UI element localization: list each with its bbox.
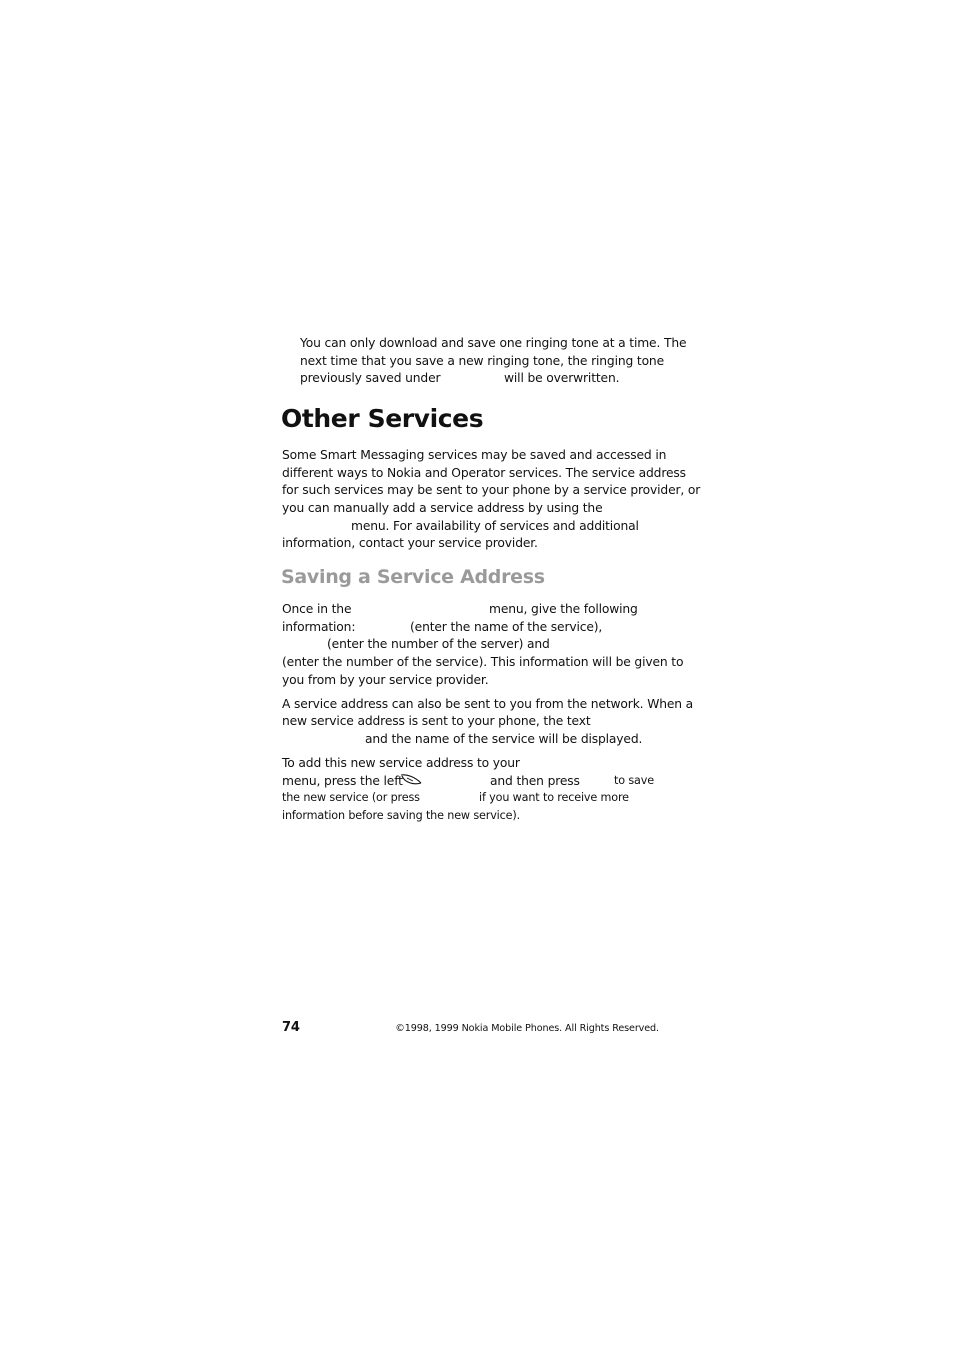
para3-text: if you want to receive more xyxy=(479,791,629,804)
intro-line: information, contact your service provider. xyxy=(282,536,538,550)
copyright-notice: ©1998, 1999 Nokia Mobile Phones. All Rights Reserved. xyxy=(395,1023,659,1034)
para3-text: To add this new service address to your xyxy=(282,756,520,770)
para1-text: (enter the number of the service). This information will be given to xyxy=(282,655,684,669)
intro-line: Some Smart Messaging services may be saved and accessed in xyxy=(282,448,667,462)
left-softkey-icon xyxy=(399,772,423,786)
para3-text: menu, press the left xyxy=(282,774,403,788)
para1-text: (enter the name of the service), xyxy=(410,620,603,634)
note-line: previously saved under xyxy=(300,371,441,385)
para3-text: and then press xyxy=(490,774,580,788)
para2-text: and the name of the service will be displayed. xyxy=(365,732,643,746)
para3-text: to save xyxy=(614,774,654,787)
para1-text: information: xyxy=(282,620,356,634)
para3-text: the new service (or press xyxy=(282,791,420,804)
page-number: 74 xyxy=(282,1020,300,1035)
para1-text: menu, give the following xyxy=(489,602,638,616)
intro-line: you can manually add a service address by using the xyxy=(282,501,603,515)
para2-text: A service address can also be sent to you from the network. When a xyxy=(282,697,694,711)
para2-text: new service address is sent to your phone, the text xyxy=(282,714,591,728)
intro-line: different ways to Nokia and Operator services. The service address xyxy=(282,466,686,480)
section-title: Other Services xyxy=(281,404,484,433)
note-line: will be overwritten. xyxy=(504,371,620,385)
para1-text: (enter the number of the server) and xyxy=(327,637,550,651)
intro-line: menu. For availability of services and additional xyxy=(351,519,639,533)
para1-text: you from by your service provider. xyxy=(282,673,489,687)
para1-text: Once in the xyxy=(282,602,352,616)
note-line: next time that you save a new ringing tone, the ringing tone xyxy=(300,354,664,368)
note-line: You can only download and save one ringing tone at a time. The xyxy=(300,336,687,350)
para3-text: information before saving the new service). xyxy=(282,809,520,822)
intro-line: for such services may be sent to your phone by a service provider, or xyxy=(282,483,701,497)
subsection-title: Saving a Service Address xyxy=(281,566,545,588)
